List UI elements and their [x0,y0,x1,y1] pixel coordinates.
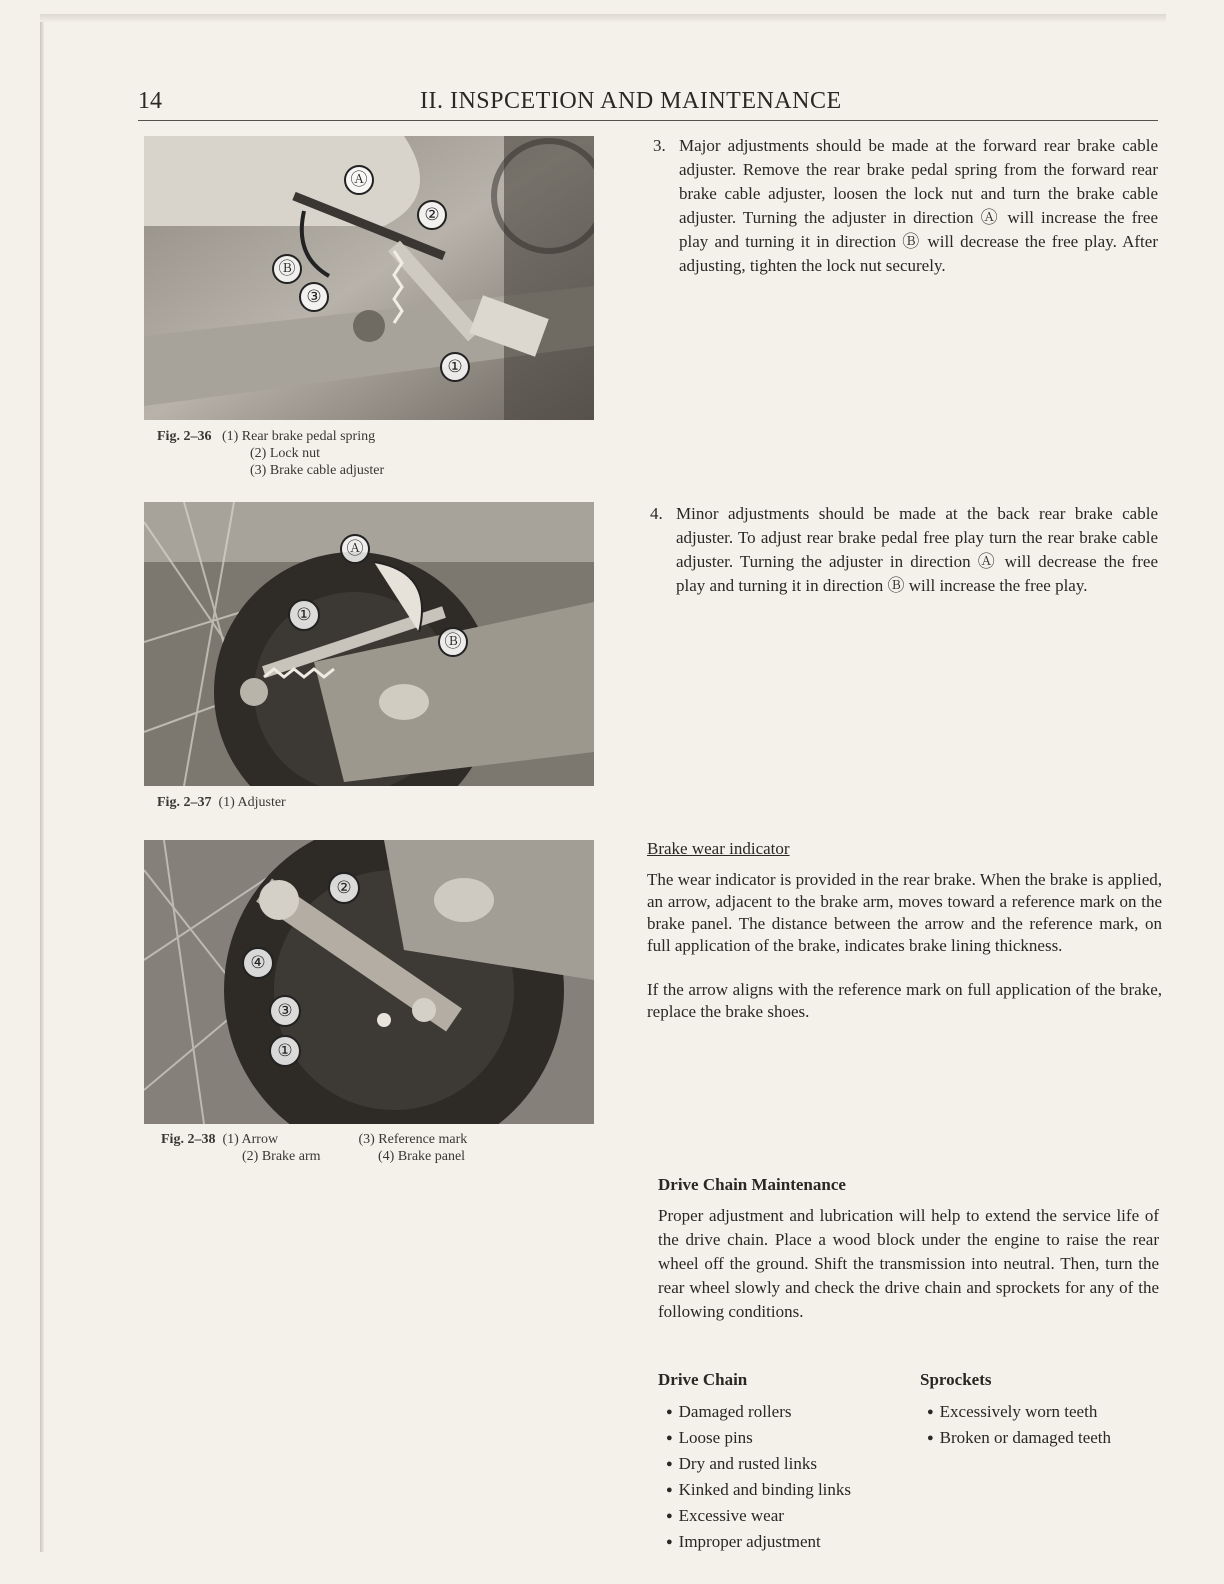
fig-label: Fig. 2–37 [157,795,212,810]
header-rule [138,120,1158,121]
list-item: ● Excessive wear [666,1504,916,1530]
figure-caption-2-36 [157,428,384,479]
caption-item: (2) Brake arm [242,1149,321,1164]
drive-chain-list-heading: Drive Chain [658,1370,748,1389]
caption-item: (3) Reference mark [358,1132,468,1147]
list-item: ● Loose pins [666,1426,916,1452]
figure-photo-brake-pedal-spring [144,136,594,420]
section-title: II. INSPCETION AND MAINTENANCE [420,88,842,114]
sprocket-conditions [927,1400,1162,1452]
caption-item: (1) Adjuster [218,795,286,810]
list-item: ● Damaged rollers [666,1400,916,1426]
page-number: 14 [138,88,162,114]
figure-photo-adjuster [144,502,594,786]
step-4 [650,502,1158,598]
list-item: ● Excessively worn teeth [927,1400,1162,1426]
step-text: Major adjustments should be made at the forward rear brake cable adjuster. Remove the rear brake pedal spring from the forward rear brake cable adjuster, loosen the lock nut and turn the brake cable adjuster. Turning the adjuster in direction Ⓐ will increase the free play and turning it in direction Ⓑ will decrease the free play. After adjusting, tighten the lock nut securely. [679,136,1158,275]
scan-edge-left [40,22,44,1552]
fig-label: Fig. 2–38 [161,1132,216,1147]
brake-wear-paragraph-1: The wear indicator is provided in the rear brake. When the brake is applied, an arrow, adjacent to the brake arm, moves toward a reference mark on the brake panel. The distance between the arrow and the reference mark, on full application of the brake, indicates brake lining thickness. [647,870,1162,955]
figure-caption-2-37 [157,794,286,811]
drive-chain-heading: Drive Chain Maintenance [658,1175,846,1194]
drive-chain-conditions [666,1400,916,1556]
callout-b: Ⓑ [278,259,296,279]
step-number: 3. [653,136,666,155]
caption-item: (1) Rear brake pedal spring [221,429,376,444]
figure-caption-2-38 [161,1131,467,1165]
sprockets-heading: Sprockets [920,1370,992,1389]
callout-a: Ⓐ [350,170,368,190]
caption-item: (3) Brake cable adjuster [250,463,385,478]
step-3 [653,134,1158,278]
caption-item: (2) Lock nut [250,446,320,461]
callout-3: ③ [277,1001,293,1021]
list-item: ● Dry and rusted links [666,1452,916,1478]
callout-2: ② [336,878,352,898]
drive-chain-paragraph: Proper adjustment and lubrication will help to extend the service life of the drive chain. Place a wood block under the engine to raise the rear wheel off the ground. Shift the transmission into neutral. Then, turn the rear wheel slowly and check the drive chain and sprockets for any of the following conditions. [658,1206,1159,1321]
fig-label: Fig. 2–36 [157,429,212,444]
callout-2: ② [424,205,440,225]
callout-a: Ⓐ [346,539,364,559]
callout-1: ① [277,1041,293,1061]
photo-illustration [144,502,594,786]
callout-1: ① [296,605,312,625]
callout-3: ③ [306,287,322,307]
photo-illustration [144,840,594,1124]
brake-wear-paragraph-2: If the arrow aligns with the reference mark on full application of the brake, replace the brake shoes. [647,980,1162,1021]
callout-b: Ⓑ [444,632,462,652]
list-item: ● Improper adjustment [666,1530,916,1556]
photo-illustration [144,136,594,420]
step-text: Minor adjustments should be made at the back rear brake cable adjuster. To adjust rear brake pedal free play turn the rear brake cable adjuster. Turning the adjuster in direction Ⓐ will decrease the free play and turning it in direction Ⓑ will increase the free play. [676,504,1158,595]
figure-photo-brake-wear-indicator [144,840,594,1124]
callout-4: ④ [250,953,266,973]
brake-wear-heading: Brake wear indicator [647,839,790,858]
list-item: ● Broken or damaged teeth [927,1426,1162,1452]
scan-edge-top [40,14,1166,22]
callout-1: ① [447,357,463,377]
step-number: 4. [650,504,663,523]
caption-item: (4) Brake panel [378,1149,466,1164]
list-item: ● Kinked and binding links [666,1478,916,1504]
caption-item: (1) Arrow [222,1132,279,1147]
